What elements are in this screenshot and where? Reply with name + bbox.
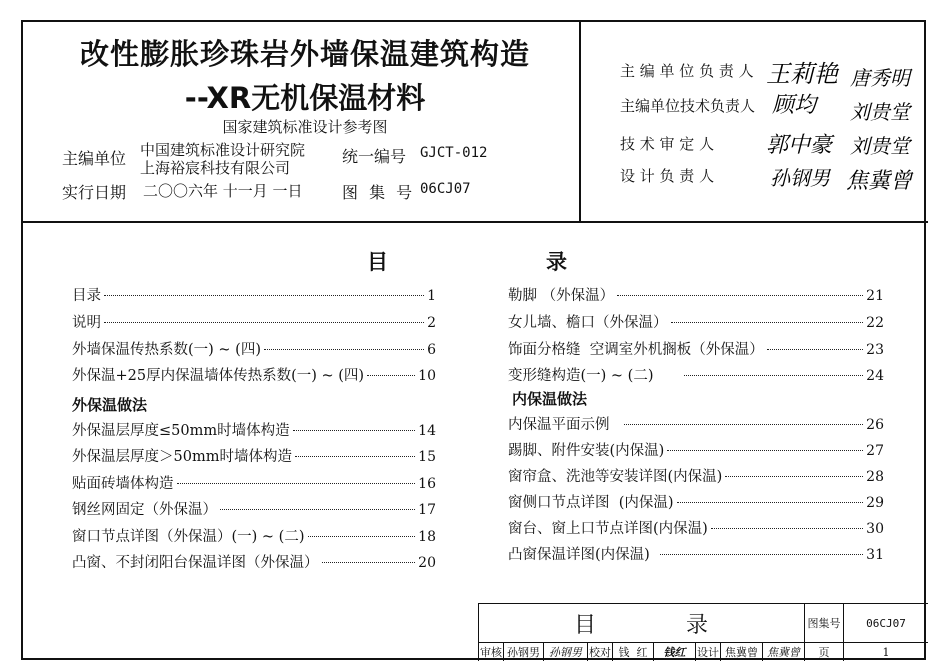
toc-item-title: 外墙保温传热系数(一) ~ (四) [72, 342, 261, 358]
toc-item-title: 钢丝网固定（外保温） [72, 502, 217, 518]
editor-unit-1: 中国建筑标准设计研究院 [140, 141, 306, 159]
toc-item-page: 10 [418, 368, 436, 384]
signature: 郭中豪 [766, 133, 833, 158]
leader-dots [725, 476, 863, 477]
toc-item-page: 24 [866, 368, 884, 384]
effective-date: 二〇〇六年 十一月 一日 [143, 182, 303, 200]
reviewer-cell: 孙钢男 [503, 643, 543, 661]
review-label-cell: 审核 [478, 643, 503, 661]
toc-item-page: 27 [866, 443, 884, 459]
title-block-title [478, 604, 804, 642]
toc-item[interactable] [72, 284, 436, 304]
signature: 焦冀曾 [846, 169, 913, 194]
approval-role-technical-reviewer: 技 术 审 定 人 [620, 135, 715, 153]
leader-dots [617, 295, 863, 296]
leader-dots [308, 536, 416, 537]
leader-dots [295, 456, 415, 457]
designer-cell: 焦冀曾 [720, 643, 762, 661]
leader-dots [711, 528, 863, 529]
toc-item-title: 窗帘盒、洗池等安装详图(内保温) [508, 469, 723, 485]
leader-dots [367, 375, 415, 376]
toc-item-title: 窗台、窗上口节点详图(内保温) [508, 521, 708, 537]
approval-role-design-head: 设 计 负 责 人 [620, 167, 715, 185]
toc-item[interactable] [508, 517, 884, 537]
leader-dots [293, 430, 416, 431]
toc-item-title: 窗侧口节点详图 (内保温) [508, 495, 674, 511]
title-block-title-right: 录 [686, 612, 709, 638]
toc-item[interactable] [508, 465, 884, 485]
leader-dots [677, 502, 864, 503]
toc-item[interactable] [72, 419, 436, 439]
leader-dots [264, 349, 424, 350]
document-category: 国家建筑标准设计参考图 [222, 118, 388, 136]
toc-item-title: 勒脚 （外保温） [508, 288, 615, 304]
toc-heading-left: 目 [367, 250, 388, 274]
leader-dots [104, 295, 424, 296]
toc-item-page: 22 [866, 315, 884, 331]
toc-item-title: 踢脚、附件安装(内保温) [508, 443, 665, 459]
unified-no-label: 统一编号 [342, 147, 407, 166]
leader-dots [177, 483, 416, 484]
approval-role-chief-unit: 主 编 单 位 负 责 人 [620, 62, 754, 80]
atlas-no: 06CJ07 [420, 181, 471, 197]
atlas-no-cell: 06CJ07 [843, 604, 928, 642]
toc-item-title: 变形缝构造(一) ~ (二) [508, 368, 654, 384]
leader-dots [671, 322, 864, 323]
toc-item-page: 21 [866, 288, 884, 304]
effective-date-label: 实行日期 [62, 183, 127, 202]
toc-item-page: 20 [418, 555, 436, 571]
toc-item-page: 2 [427, 315, 436, 331]
leader-dots [684, 375, 864, 376]
toc-item[interactable] [508, 439, 884, 459]
editor-unit-2: 上海裕宸科技有限公司 [140, 159, 291, 177]
signature: 刘贵堂 [850, 134, 910, 158]
atlas-no-label-cell: 图集号 [804, 604, 843, 642]
design-label-cell: 设计 [695, 643, 720, 661]
leader-dots [660, 554, 863, 555]
toc-item-page: 28 [866, 469, 884, 485]
title-block-title-left: 目 [573, 612, 596, 638]
toc-item-title: 外保温+25厚内保温墙体传热系数(一) ~ (四) [72, 368, 365, 384]
leader-dots [220, 509, 415, 510]
toc-item[interactable] [508, 491, 884, 511]
toc-item-page: 31 [866, 547, 884, 563]
toc-item[interactable] [508, 311, 884, 331]
section-heading-exterior: 外保温做法 [72, 396, 148, 414]
toc-item[interactable] [72, 472, 436, 492]
toc-item[interactable] [72, 525, 436, 545]
toc-item-title: 外保温层厚度≤50mm时墙体构造 [72, 423, 290, 439]
leader-dots [104, 322, 424, 323]
toc-item[interactable] [508, 284, 884, 304]
toc-item-title: 窗口节点详图（外保温）(一) ~ (二) [72, 529, 305, 545]
toc-item-page: 14 [418, 423, 436, 439]
toc-heading-right: 录 [546, 250, 567, 274]
leader-dots [667, 450, 863, 451]
toc-item-page: 1 [427, 288, 436, 304]
toc-item-page: 30 [866, 521, 884, 537]
toc-item-page: 15 [418, 449, 436, 465]
document-subtitle-material: --XR无机保温材料 [184, 81, 426, 115]
signature: 王莉艳 [766, 60, 838, 88]
atlas-no-label: 图 集 号 [342, 183, 416, 202]
header-vertical-divider [579, 20, 581, 222]
check-label-cell: 校对 [587, 643, 612, 661]
editor-label: 主编单位 [62, 149, 127, 168]
signature: 刘贵堂 [850, 100, 910, 124]
toc-item[interactable] [72, 498, 436, 518]
toc-item[interactable] [72, 551, 436, 571]
toc-item-page: 16 [418, 476, 436, 492]
toc-item[interactable] [72, 338, 436, 358]
toc-item-title: 女儿墙、檐口（外保温） [508, 315, 668, 331]
toc-item-page: 6 [427, 342, 436, 358]
designer-signature-cell: 焦冀曾 [762, 643, 804, 661]
toc-item-page: 17 [418, 502, 436, 518]
toc-item-title: 目录 [72, 288, 101, 304]
toc-item-title: 贴面砖墙体构造 [72, 476, 174, 492]
toc-item[interactable] [508, 413, 884, 433]
checker-cell: 钱 红 [612, 643, 653, 661]
page-label-cell: 页 [804, 643, 843, 661]
reviewer-signature-cell: 孙钢男 [543, 643, 587, 661]
toc-item[interactable] [508, 543, 884, 563]
toc-item[interactable] [72, 364, 436, 384]
checker-signature-cell: 钱红 [653, 643, 695, 661]
document-title: 改性膨胀珍珠岩外墙保温建筑构造 [79, 37, 530, 71]
toc-item[interactable] [508, 364, 884, 384]
toc-item-page: 18 [418, 529, 436, 545]
signature: 孙钢男 [770, 166, 830, 190]
toc-item-title: 凸窗保温详图(内保温) [508, 547, 650, 563]
toc-item[interactable] [72, 445, 436, 465]
signature: 唐秀明 [850, 66, 910, 90]
toc-item[interactable] [508, 338, 884, 358]
leader-dots [624, 424, 864, 425]
toc-item[interactable] [72, 311, 436, 331]
signature: 顾均 [772, 93, 817, 118]
toc-item-page: 23 [866, 342, 884, 358]
toc-item-title: 内保温平面示例 [508, 417, 610, 433]
toc-item-title: 说明 [72, 315, 101, 331]
header-divider [21, 221, 928, 223]
page-no-cell: 1 [843, 643, 928, 661]
approval-role-tech-head: 主编单位技术负责人 [620, 97, 756, 115]
unified-no: GJCT-012 [420, 145, 488, 161]
toc-item-title: 饰面分格缝 空调室外机搁板（外保温） [508, 342, 764, 358]
toc-item-title: 外保温层厚度＞50mm时墙体构造 [72, 449, 292, 465]
leader-dots [767, 349, 863, 350]
toc-item-page: 26 [866, 417, 884, 433]
toc-item-page: 29 [866, 495, 884, 511]
toc-item-title: 凸窗、不封闭阳台保温详图（外保温） [72, 555, 319, 571]
leader-dots [322, 562, 416, 563]
section-heading-interior: 内保温做法 [512, 390, 588, 408]
